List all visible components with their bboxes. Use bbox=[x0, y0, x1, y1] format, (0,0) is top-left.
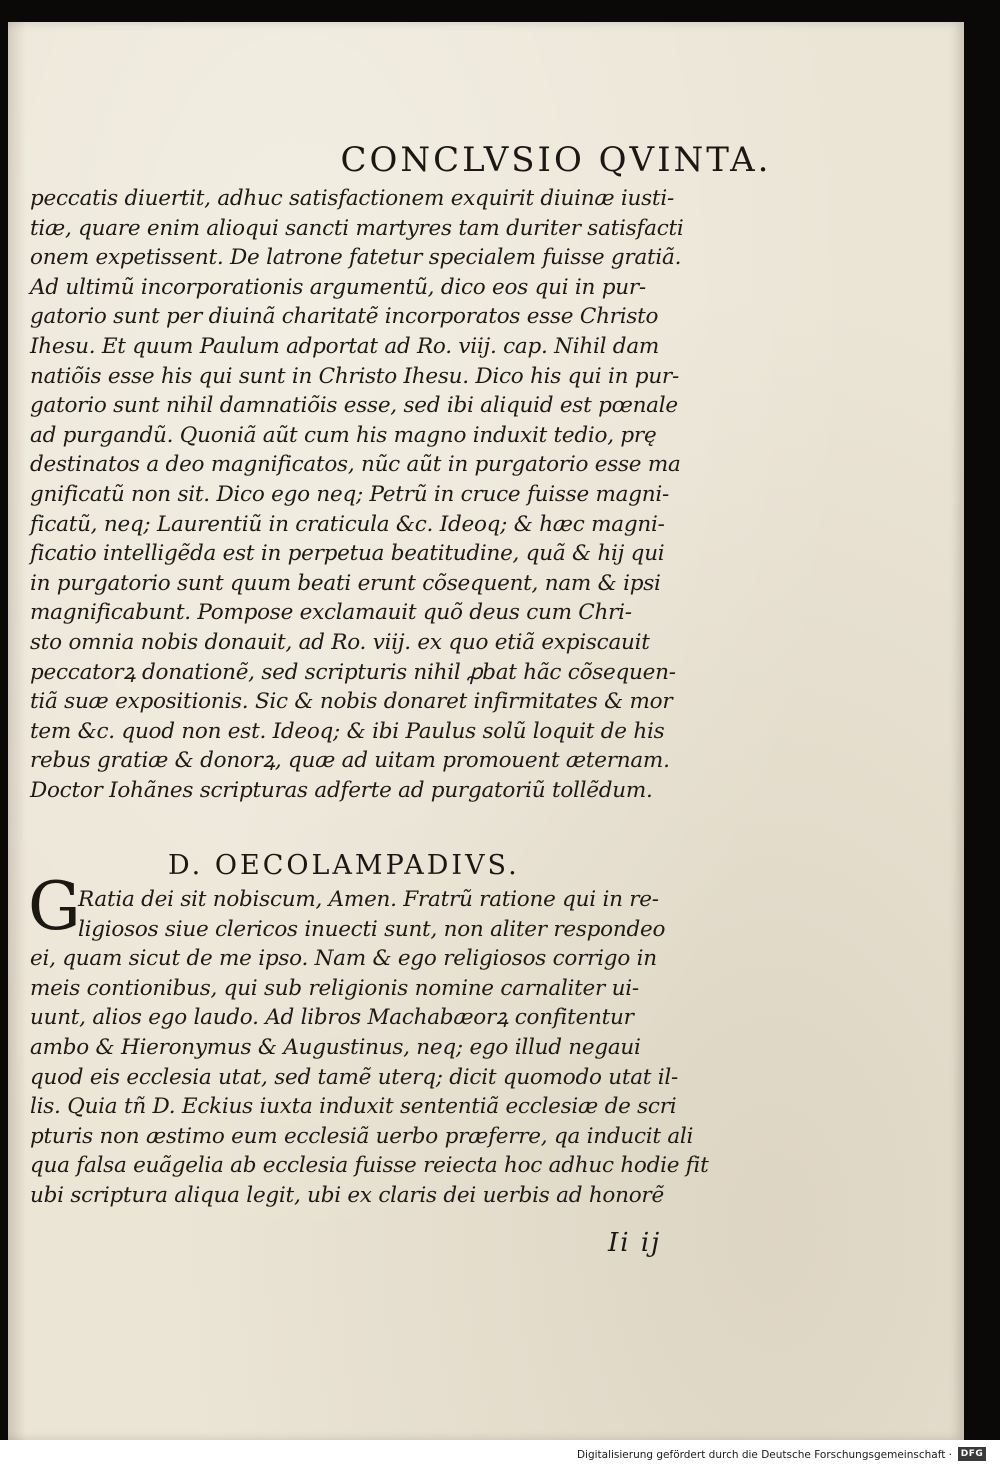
text-line: meis contionibus, qui sub religionis nomine carnaliter ui- bbox=[30, 975, 639, 1001]
paragraph-1 bbox=[30, 184, 742, 805]
dfg-logo-icon: DFG bbox=[958, 1447, 986, 1461]
text-line: magnificabunt. Pompose exclamauit quõ deus cum Chri- bbox=[30, 600, 632, 626]
text-line: Ratia dei sit nobiscum, Amen. Fratrũ ratione qui in re- bbox=[78, 887, 659, 912]
text-line: Ihesu. Et quum Paulum adportat ad Ro. viij. cap. Nihil dam bbox=[30, 333, 660, 359]
text-line: Doctor Iohãnes scripturas adferte ad purgatoriũ tollẽdum. bbox=[30, 777, 653, 803]
text-line: gatorio sunt per diuinã charitatẽ incorporatos esse Christo bbox=[30, 304, 659, 330]
text-line: lis. Quia tñ D. Eckius iuxta induxit sententiã ecclesiæ de scri bbox=[30, 1094, 677, 1120]
text-line: ligiosos siue clericos inuecti sunt, non aliter respondeo bbox=[78, 916, 666, 942]
text-line: quod eis ecclesia utat, sed tamẽ uterq; dicit quomodo utat il- bbox=[30, 1064, 679, 1090]
text-line: tiã suæ expositionis. Sic & nobis donaret infirmitates & mor bbox=[30, 689, 673, 715]
text-line: peccatorꝝ donationẽ, sed scripturis nihil ꝓbat hãc cõsequen- bbox=[30, 659, 676, 685]
drop-cap: G bbox=[28, 868, 81, 945]
text-line: ficatio intelligẽda est in perpetua beatitudine, quã & hij qui bbox=[30, 541, 665, 567]
speaker-heading: D. OECOLAMPADIVS. bbox=[168, 850, 520, 881]
text-line: onem expetissent. De latrone fatetur specialem fuisse gratiã. bbox=[30, 245, 682, 271]
text-line: gatorio sunt nihil damnatiõis esse, sed ibi aliquid est pœnale bbox=[30, 393, 678, 419]
paragraph-2 bbox=[30, 885, 742, 1211]
text-line: ambo & Hieronymus & Augustinus, neq; ego illud negaui bbox=[30, 1034, 641, 1060]
text-line: gnificatũ non sit. Dico ego neq; Petrũ in cruce fuisse magni- bbox=[30, 481, 669, 507]
text-line: qua falsa euãgelia ab ecclesia fuisse reiecta hoc adhuc hodie fit bbox=[30, 1153, 709, 1179]
text-line: ei, quam sicut de me ipso. Nam & ego religiosos corrigo in bbox=[30, 946, 657, 972]
funding-notice: Digitalisierung gefördert durch die Deutsche Forschungsgemeinschaft · bbox=[576, 1449, 952, 1461]
text-line: peccatis diuertit, adhuc satisfactionem exquirit diuinæ iusti- bbox=[30, 186, 674, 211]
text-line: ubi scriptura aliqua legit, ubi ex claris dei uerbis ad honorẽ bbox=[30, 1182, 664, 1208]
running-header: CONCLVSIO QVINTA. bbox=[340, 140, 772, 180]
text-line: natiõis esse his qui sunt in Christo Ihesu. Dico his qui in pur- bbox=[30, 363, 679, 389]
signature-mark: Ii ij bbox=[608, 1228, 662, 1258]
text-line: tiæ, quare enim alioqui sancti martyres tam duriter satisfacti bbox=[30, 215, 684, 241]
text-line: destinatos a deo magnificatos, nũc aũt in purgatorio esse ma bbox=[30, 452, 681, 478]
footer-bar bbox=[0, 1440, 1000, 1469]
text-line: pturis non æstimo eum ecclesiã uerbo præferre, qa inducit ali bbox=[30, 1123, 694, 1149]
text-line: ad purgandũ. Quoniã aũt cum his magno induxit tedio, prę bbox=[30, 422, 657, 448]
text-line: rebus gratiæ & donorꝝ, quæ ad uitam promouent æternam. bbox=[30, 748, 670, 774]
text-line: tem &c. quod non est. Ideoq; & ibi Paulus solũ loquit de his bbox=[30, 718, 665, 744]
text-line: ficatũ, neq; Laurentiũ in craticula &c. Ideoq; & hæc magni- bbox=[30, 511, 665, 537]
book-page bbox=[8, 22, 964, 1440]
text-line: in purgatorio sunt quum beati erunt cõsequent, nam & ipsi bbox=[30, 570, 661, 596]
text-line: uunt, alios ego laudo. Ad libros Machabæorꝝ confitentur bbox=[30, 1005, 634, 1031]
text-line: Ad ultimũ incorporationis argumentũ, dico eos qui in pur- bbox=[30, 274, 646, 300]
text-line: sto omnia nobis donauit, ad Ro. viij. ex quo etiã expiscauit bbox=[30, 629, 650, 655]
